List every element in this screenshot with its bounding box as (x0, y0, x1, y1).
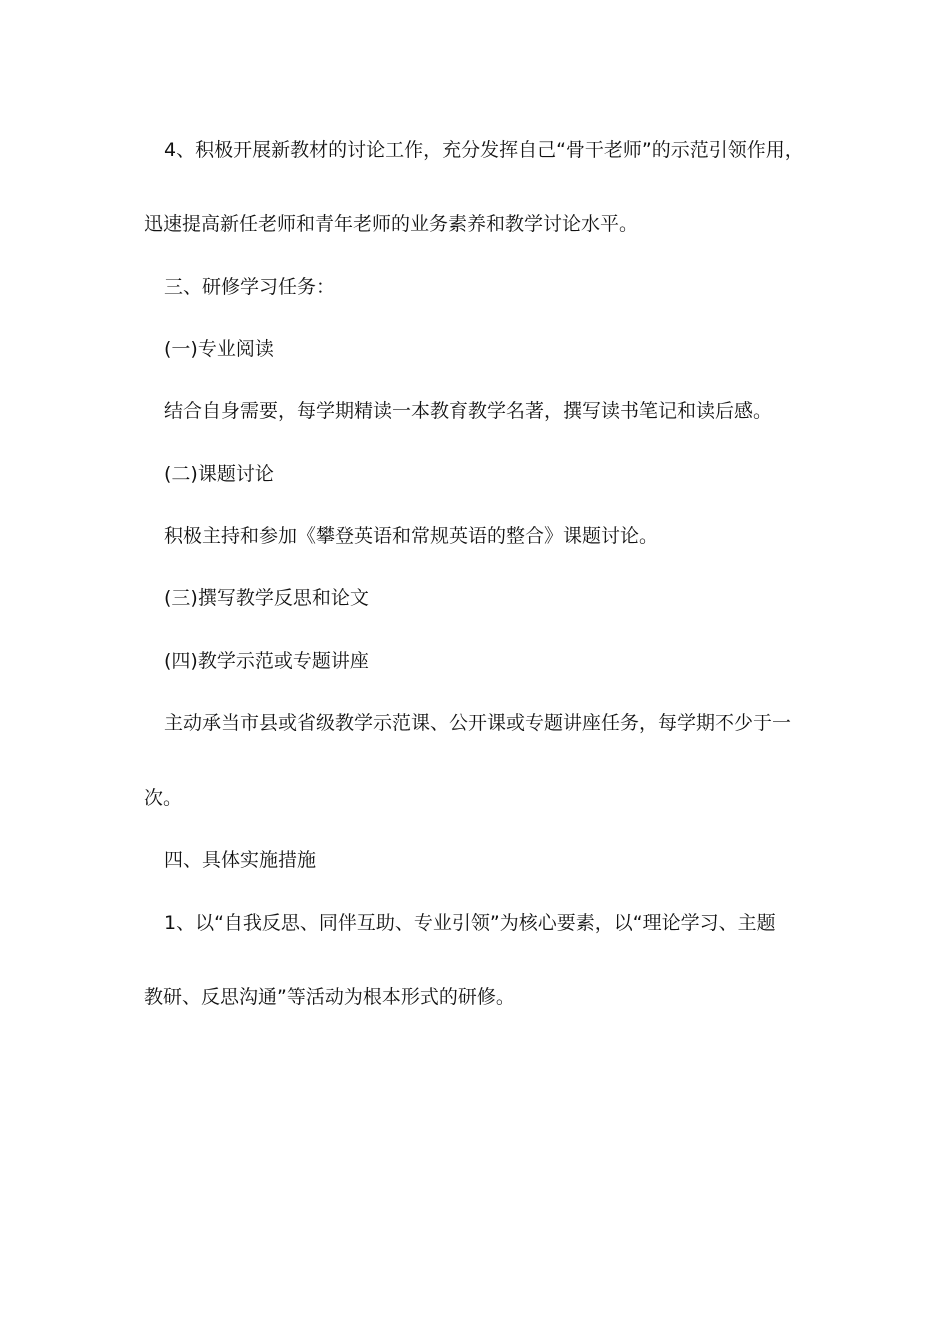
paragraph-reading: 结合自身需要，每学期精读一本教育教学名著，撰写读书笔记和读后感。 (164, 400, 773, 422)
paragraph-item-4-line-2: 迅速提高新任老师和青年老师的业务素养和教学讨论水平。 (144, 213, 639, 235)
section-heading-three: 三、研修学习任务： (164, 276, 336, 298)
paragraph-measure-1-line-1: 1、以“自我反思、同伴互助、专业引领”为核心要素，以“理论学习、主题 (164, 912, 776, 934)
subheading-research-topic: (二)课题讨论 (164, 463, 274, 485)
subheading-professional-reading: (一)专业阅读 (164, 338, 274, 360)
subheading-demonstration-lectures: (四)教学示范或专题讲座 (164, 650, 369, 672)
paragraph-item-4-line-1: 4、积极开展新教材的讨论工作，充分发挥自己“骨干老师”的示范引领作用， (164, 139, 804, 161)
paragraph-research-topic: 积极主持和参加《攀登英语和常规英语的整合》课题讨论。 (164, 525, 659, 547)
subheading-reflection-papers: (三)撰写教学反思和论文 (164, 587, 369, 609)
paragraph-demonstration-line-1: 主动承当市县或省级教学示范课、公开课或专题讲座任务，每学期不少于一 (164, 712, 792, 734)
paragraph-demonstration-line-2: 次。 (144, 787, 183, 809)
paragraph-measure-1-line-2: 教研、反思沟通”等活动为根本形式的研修。 (144, 986, 515, 1008)
section-heading-four: 四、具体实施措施 (164, 849, 317, 871)
